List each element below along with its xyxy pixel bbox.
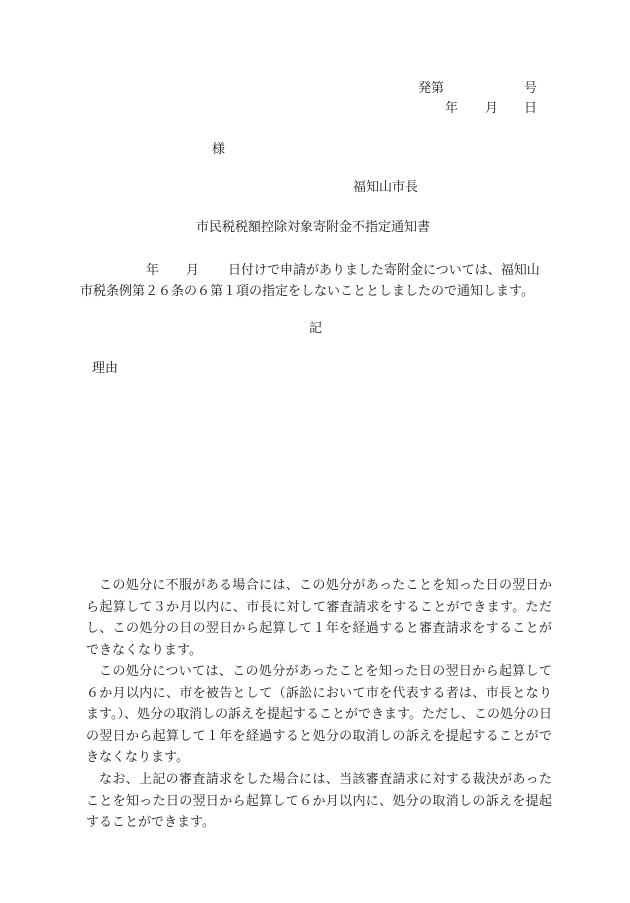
header-date-day: 日	[524, 101, 538, 116]
sender-name: 福知山市長	[353, 180, 419, 195]
body-date-month: 月	[186, 263, 200, 278]
body-line-1: 日付けで申請がありました寄附金については、福知山	[228, 263, 540, 278]
doc-number-prefix: 発第	[418, 81, 445, 96]
document-title: 市民税税額控除対象寄附金不指定通知書	[196, 220, 431, 235]
notice-paragraph-3: なお、上記の審査請求をした場合には、当該審査請求に対する裁決があったことを知った日の翌日から起算して６か月以内に、処分の取消しの訴えを提起することができます。	[86, 772, 552, 830]
recipient-honorific: 様	[212, 142, 226, 157]
reason-label: 理由	[92, 361, 119, 376]
body-date-year: 年	[146, 263, 160, 278]
ki-heading: 記	[309, 321, 323, 336]
header-date-year: 年	[445, 101, 459, 116]
notice-paragraph-2: この処分については、この処分があったことを知った日の翌日から起算して６か月以内に、市を被告として（訴訟において市を代表する者は、市長となります。）、処分の取消しの訴えを提起することができます。ただし、この処分の日の翌日から起算して１年を経過すると処分の取消しの訴えを提起することができなくなります。	[86, 664, 552, 765]
header-date-month: 月	[485, 101, 499, 116]
body-line-2: 市税条例第２６条の６第１項の指定をしないこととしましたので通知します。	[80, 284, 534, 299]
doc-number-suffix: 号	[524, 81, 538, 96]
notice-paragraph-1: この処分に不服がある場合には、この処分があったことを知った日の翌日から起算して３か月以内に、市長に対して審査請求をすることができます。ただし、この処分の日の翌日から起算して１年を経過すると審査請求をすることができなくなります。	[86, 578, 552, 658]
